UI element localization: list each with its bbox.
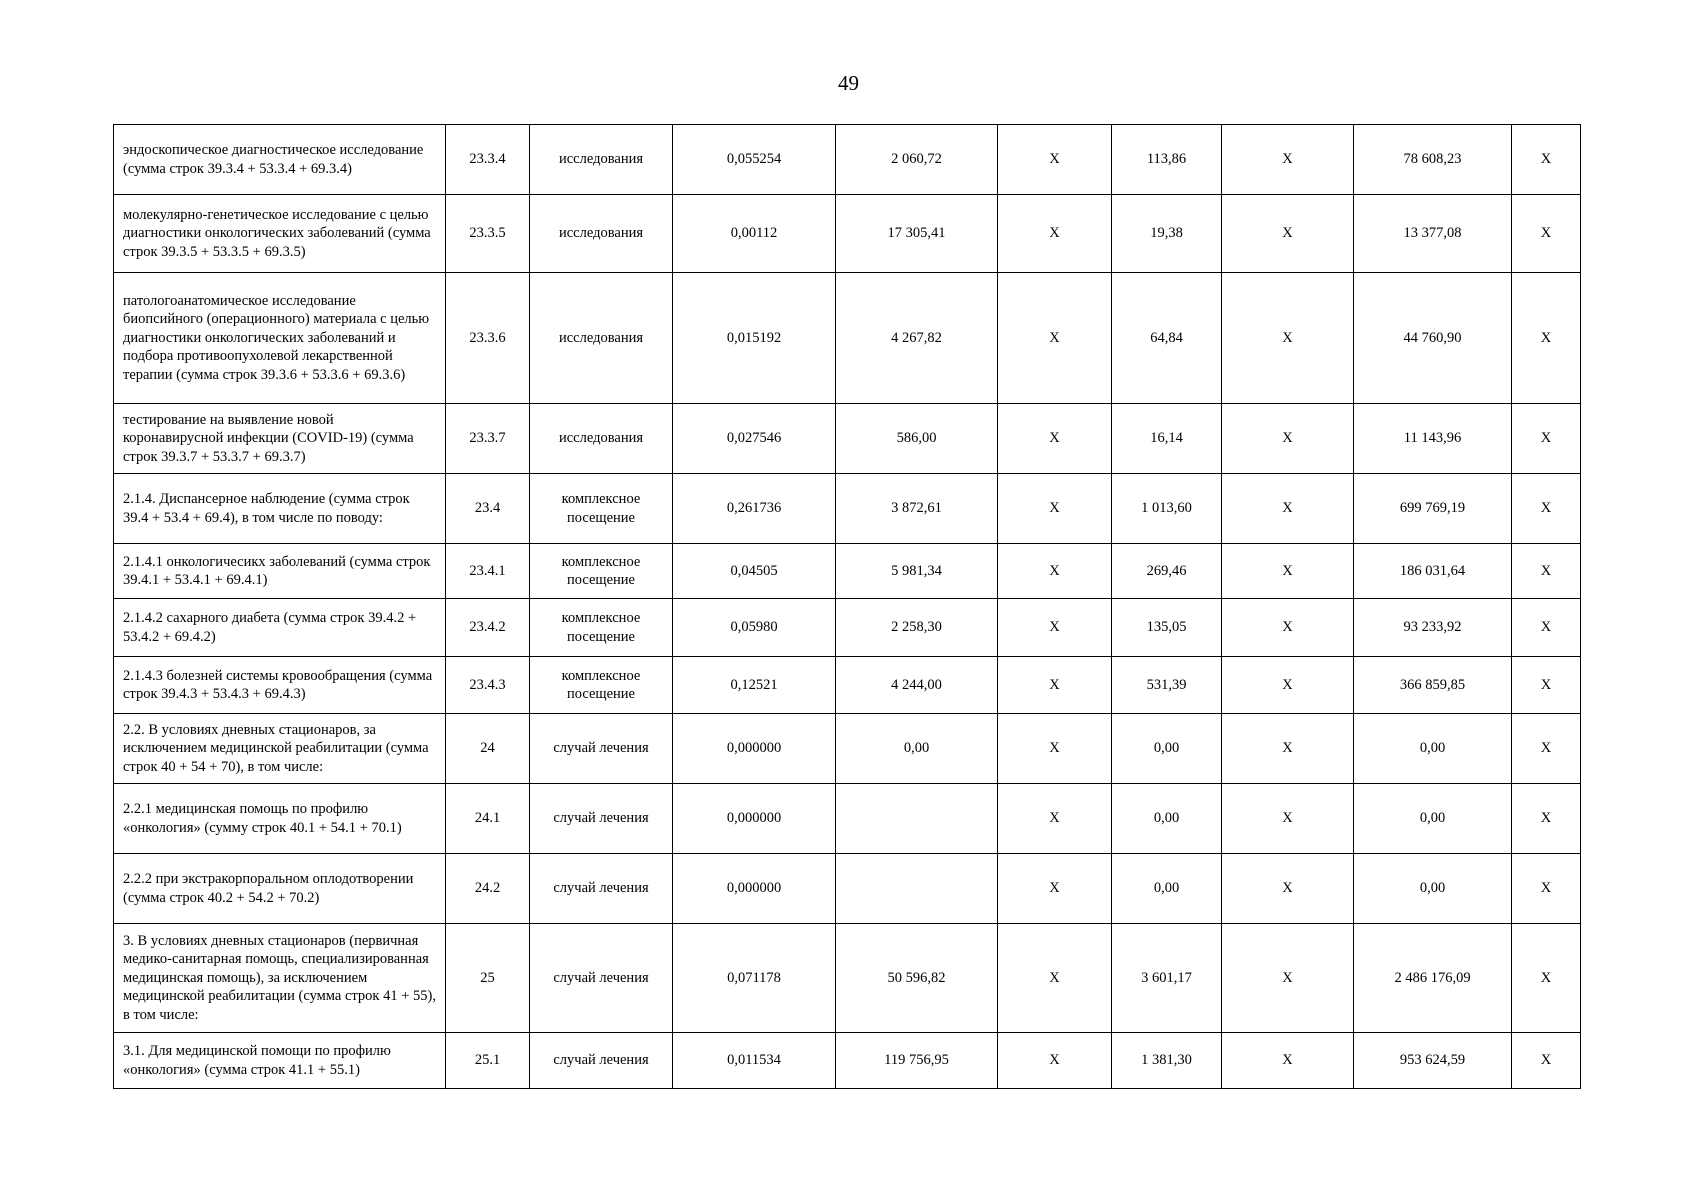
row-code: 24 [446, 714, 530, 784]
row-x-mark: Х [1512, 1033, 1581, 1089]
row-per-capita: 64,84 [1112, 273, 1222, 404]
row-x-mark: Х [1222, 544, 1354, 599]
row-total: 78 608,23 [1354, 125, 1512, 195]
row-unit: случай лечения [530, 714, 673, 784]
row-total: 13 377,08 [1354, 195, 1512, 273]
table-row [114, 657, 1581, 714]
row-description: 2.1.4.3 болезней системы кровообращения (сумма строк 39.4.3 + 53.4.3 + 69.4.3) [114, 657, 446, 714]
row-unit: случай лечения [530, 784, 673, 854]
page-number: 49 [838, 71, 859, 95]
table-row [114, 924, 1581, 1033]
row-volume: 0,071178 [673, 924, 836, 1033]
row-code: 24.1 [446, 784, 530, 854]
data-table [113, 124, 1581, 1089]
row-per-capita: 0,00 [1112, 714, 1222, 784]
row-norm [836, 854, 998, 924]
row-x-mark: Х [1512, 125, 1581, 195]
row-x-mark: Х [1512, 784, 1581, 854]
row-norm: 50 596,82 [836, 924, 998, 1033]
row-x-mark: Х [1222, 599, 1354, 657]
row-x-mark: Х [998, 714, 1112, 784]
row-total: 366 859,85 [1354, 657, 1512, 714]
row-total: 0,00 [1354, 714, 1512, 784]
row-x-mark: Х [998, 273, 1112, 404]
row-per-capita: 1 381,30 [1112, 1033, 1222, 1089]
row-x-mark: Х [998, 854, 1112, 924]
row-description: 3. В условиях дневных стационаров (первичная медико-санитарная помощь, специализированная медицинская помощь), за исключением медицинской реабилитации (сумма строк 41 + 55), в том числе: [114, 924, 446, 1033]
row-volume: 0,011534 [673, 1033, 836, 1089]
row-unit: случай лечения [530, 854, 673, 924]
row-volume: 0,04505 [673, 544, 836, 599]
row-per-capita: 0,00 [1112, 854, 1222, 924]
row-code: 25.1 [446, 1033, 530, 1089]
row-description: эндоскопическое диагностическое исследование (сумма строк 39.3.4 + 53.3.4 + 69.3.4) [114, 125, 446, 195]
row-description: 3.1. Для медицинской помощи по профилю «онкология» (сумма строк 41.1 + 55.1) [114, 1033, 446, 1089]
row-x-mark: Х [1512, 854, 1581, 924]
row-total: 0,00 [1354, 854, 1512, 924]
row-code: 23.3.6 [446, 273, 530, 404]
row-per-capita: 0,00 [1112, 784, 1222, 854]
row-code: 24.2 [446, 854, 530, 924]
row-x-mark: Х [998, 195, 1112, 273]
row-code: 25 [446, 924, 530, 1033]
table-body [114, 125, 1581, 1089]
row-x-mark: Х [1512, 924, 1581, 1033]
row-total: 44 760,90 [1354, 273, 1512, 404]
row-unit: исследования [530, 125, 673, 195]
row-x-mark: Х [998, 404, 1112, 474]
row-volume: 0,261736 [673, 474, 836, 544]
row-norm: 17 305,41 [836, 195, 998, 273]
row-total: 953 624,59 [1354, 1033, 1512, 1089]
row-volume: 0,000000 [673, 714, 836, 784]
row-x-mark: Х [1222, 474, 1354, 544]
row-unit: комплексное посещение [530, 657, 673, 714]
row-x-mark: Х [1512, 599, 1581, 657]
table-row [114, 273, 1581, 404]
row-description: 2.2.1 медицинская помощь по профилю «онкология» (сумму строк 40.1 + 54.1 + 70.1) [114, 784, 446, 854]
row-volume: 0,000000 [673, 854, 836, 924]
row-x-mark: Х [1222, 195, 1354, 273]
row-x-mark: Х [1222, 924, 1354, 1033]
row-unit: комплексное посещение [530, 544, 673, 599]
row-volume: 0,015192 [673, 273, 836, 404]
row-norm: 5 981,34 [836, 544, 998, 599]
row-description: молекулярно-генетическое исследование с целью диагностики онкологических заболеваний (сумма строк 39.3.5 + 53.3.5 + 69.3.5) [114, 195, 446, 273]
row-per-capita: 1 013,60 [1112, 474, 1222, 544]
row-x-mark: Х [1222, 714, 1354, 784]
row-unit: исследования [530, 195, 673, 273]
row-x-mark: Х [1222, 854, 1354, 924]
row-volume: 0,000000 [673, 784, 836, 854]
row-x-mark: Х [998, 784, 1112, 854]
row-x-mark: Х [1512, 404, 1581, 474]
row-volume: 0,00112 [673, 195, 836, 273]
table-row [114, 1033, 1581, 1089]
row-total: 2 486 176,09 [1354, 924, 1512, 1033]
row-x-mark: Х [1512, 714, 1581, 784]
row-x-mark: Х [1222, 273, 1354, 404]
row-norm: 4 244,00 [836, 657, 998, 714]
row-norm [836, 784, 998, 854]
row-description: патологоанатомическое исследование биопсийного (операционного) материала с целью диагностики онкологических заболеваний и подбора противоопухолевой лекарственной терапии (сумма строк 39.3.6 + 53.3.6 + 69.3.6) [114, 273, 446, 404]
row-x-mark: Х [1512, 544, 1581, 599]
row-volume: 0,027546 [673, 404, 836, 474]
row-unit: случай лечения [530, 924, 673, 1033]
row-code: 23.3.5 [446, 195, 530, 273]
row-per-capita: 19,38 [1112, 195, 1222, 273]
row-volume: 0,05980 [673, 599, 836, 657]
table-row [114, 474, 1581, 544]
row-x-mark: Х [998, 924, 1112, 1033]
table-row [114, 599, 1581, 657]
table-row [114, 125, 1581, 195]
row-code: 23.4.2 [446, 599, 530, 657]
row-total: 186 031,64 [1354, 544, 1512, 599]
row-x-mark: Х [998, 544, 1112, 599]
row-x-mark: Х [1512, 273, 1581, 404]
row-x-mark: Х [1222, 125, 1354, 195]
row-volume: 0,055254 [673, 125, 836, 195]
row-per-capita: 3 601,17 [1112, 924, 1222, 1033]
row-x-mark: Х [998, 657, 1112, 714]
table-row [114, 544, 1581, 599]
row-unit: комплексное посещение [530, 474, 673, 544]
row-total: 11 143,96 [1354, 404, 1512, 474]
row-code: 23.4 [446, 474, 530, 544]
row-description: 2.1.4. Диспансерное наблюдение (сумма строк 39.4 + 53.4 + 69.4), в том числе по поводу: [114, 474, 446, 544]
row-norm: 3 872,61 [836, 474, 998, 544]
table-row [114, 854, 1581, 924]
row-per-capita: 135,05 [1112, 599, 1222, 657]
row-per-capita: 16,14 [1112, 404, 1222, 474]
row-x-mark: Х [1512, 195, 1581, 273]
row-volume: 0,12521 [673, 657, 836, 714]
row-norm: 119 756,95 [836, 1033, 998, 1089]
row-total: 0,00 [1354, 784, 1512, 854]
row-code: 23.3.7 [446, 404, 530, 474]
row-unit: исследования [530, 404, 673, 474]
row-per-capita: 269,46 [1112, 544, 1222, 599]
row-norm: 586,00 [836, 404, 998, 474]
row-norm: 2 060,72 [836, 125, 998, 195]
table-row [114, 784, 1581, 854]
row-norm: 0,00 [836, 714, 998, 784]
row-x-mark: Х [998, 474, 1112, 544]
row-description: тестирование на выявление новой коронавирусной инфекции (COVID-19) (сумма строк 39.3.7 + 53.3.7 + 69.3.7) [114, 404, 446, 474]
row-total: 699 769,19 [1354, 474, 1512, 544]
row-unit: комплексное посещение [530, 599, 673, 657]
table-row [114, 404, 1581, 474]
row-x-mark: Х [1222, 657, 1354, 714]
row-x-mark: Х [1222, 1033, 1354, 1089]
row-description: 2.1.4.1 онкологичесикх заболеваний (сумма строк 39.4.1 + 53.4.1 + 69.4.1) [114, 544, 446, 599]
row-x-mark: Х [1512, 657, 1581, 714]
row-norm: 2 258,30 [836, 599, 998, 657]
row-code: 23.4.3 [446, 657, 530, 714]
row-x-mark: Х [1222, 404, 1354, 474]
row-norm: 4 267,82 [836, 273, 998, 404]
row-x-mark: Х [1222, 784, 1354, 854]
row-description: 2.1.4.2 сахарного диабета (сумма строк 39.4.2 + 53.4.2 + 69.4.2) [114, 599, 446, 657]
row-per-capita: 531,39 [1112, 657, 1222, 714]
table-row [114, 714, 1581, 784]
row-unit: исследования [530, 273, 673, 404]
row-code: 23.4.1 [446, 544, 530, 599]
row-description: 2.2.2 при экстракорпоральном оплодотворении (сумма строк 40.2 + 54.2 + 70.2) [114, 854, 446, 924]
row-x-mark: Х [998, 599, 1112, 657]
row-per-capita: 113,86 [1112, 125, 1222, 195]
row-total: 93 233,92 [1354, 599, 1512, 657]
row-description: 2.2. В условиях дневных стационаров, за исключением медицинской реабилитации (сумма строк 40 + 54 + 70), в том числе: [114, 714, 446, 784]
table-row [114, 195, 1581, 273]
row-x-mark: Х [1512, 474, 1581, 544]
row-x-mark: Х [998, 125, 1112, 195]
row-unit: случай лечения [530, 1033, 673, 1089]
row-code: 23.3.4 [446, 125, 530, 195]
row-x-mark: Х [998, 1033, 1112, 1089]
